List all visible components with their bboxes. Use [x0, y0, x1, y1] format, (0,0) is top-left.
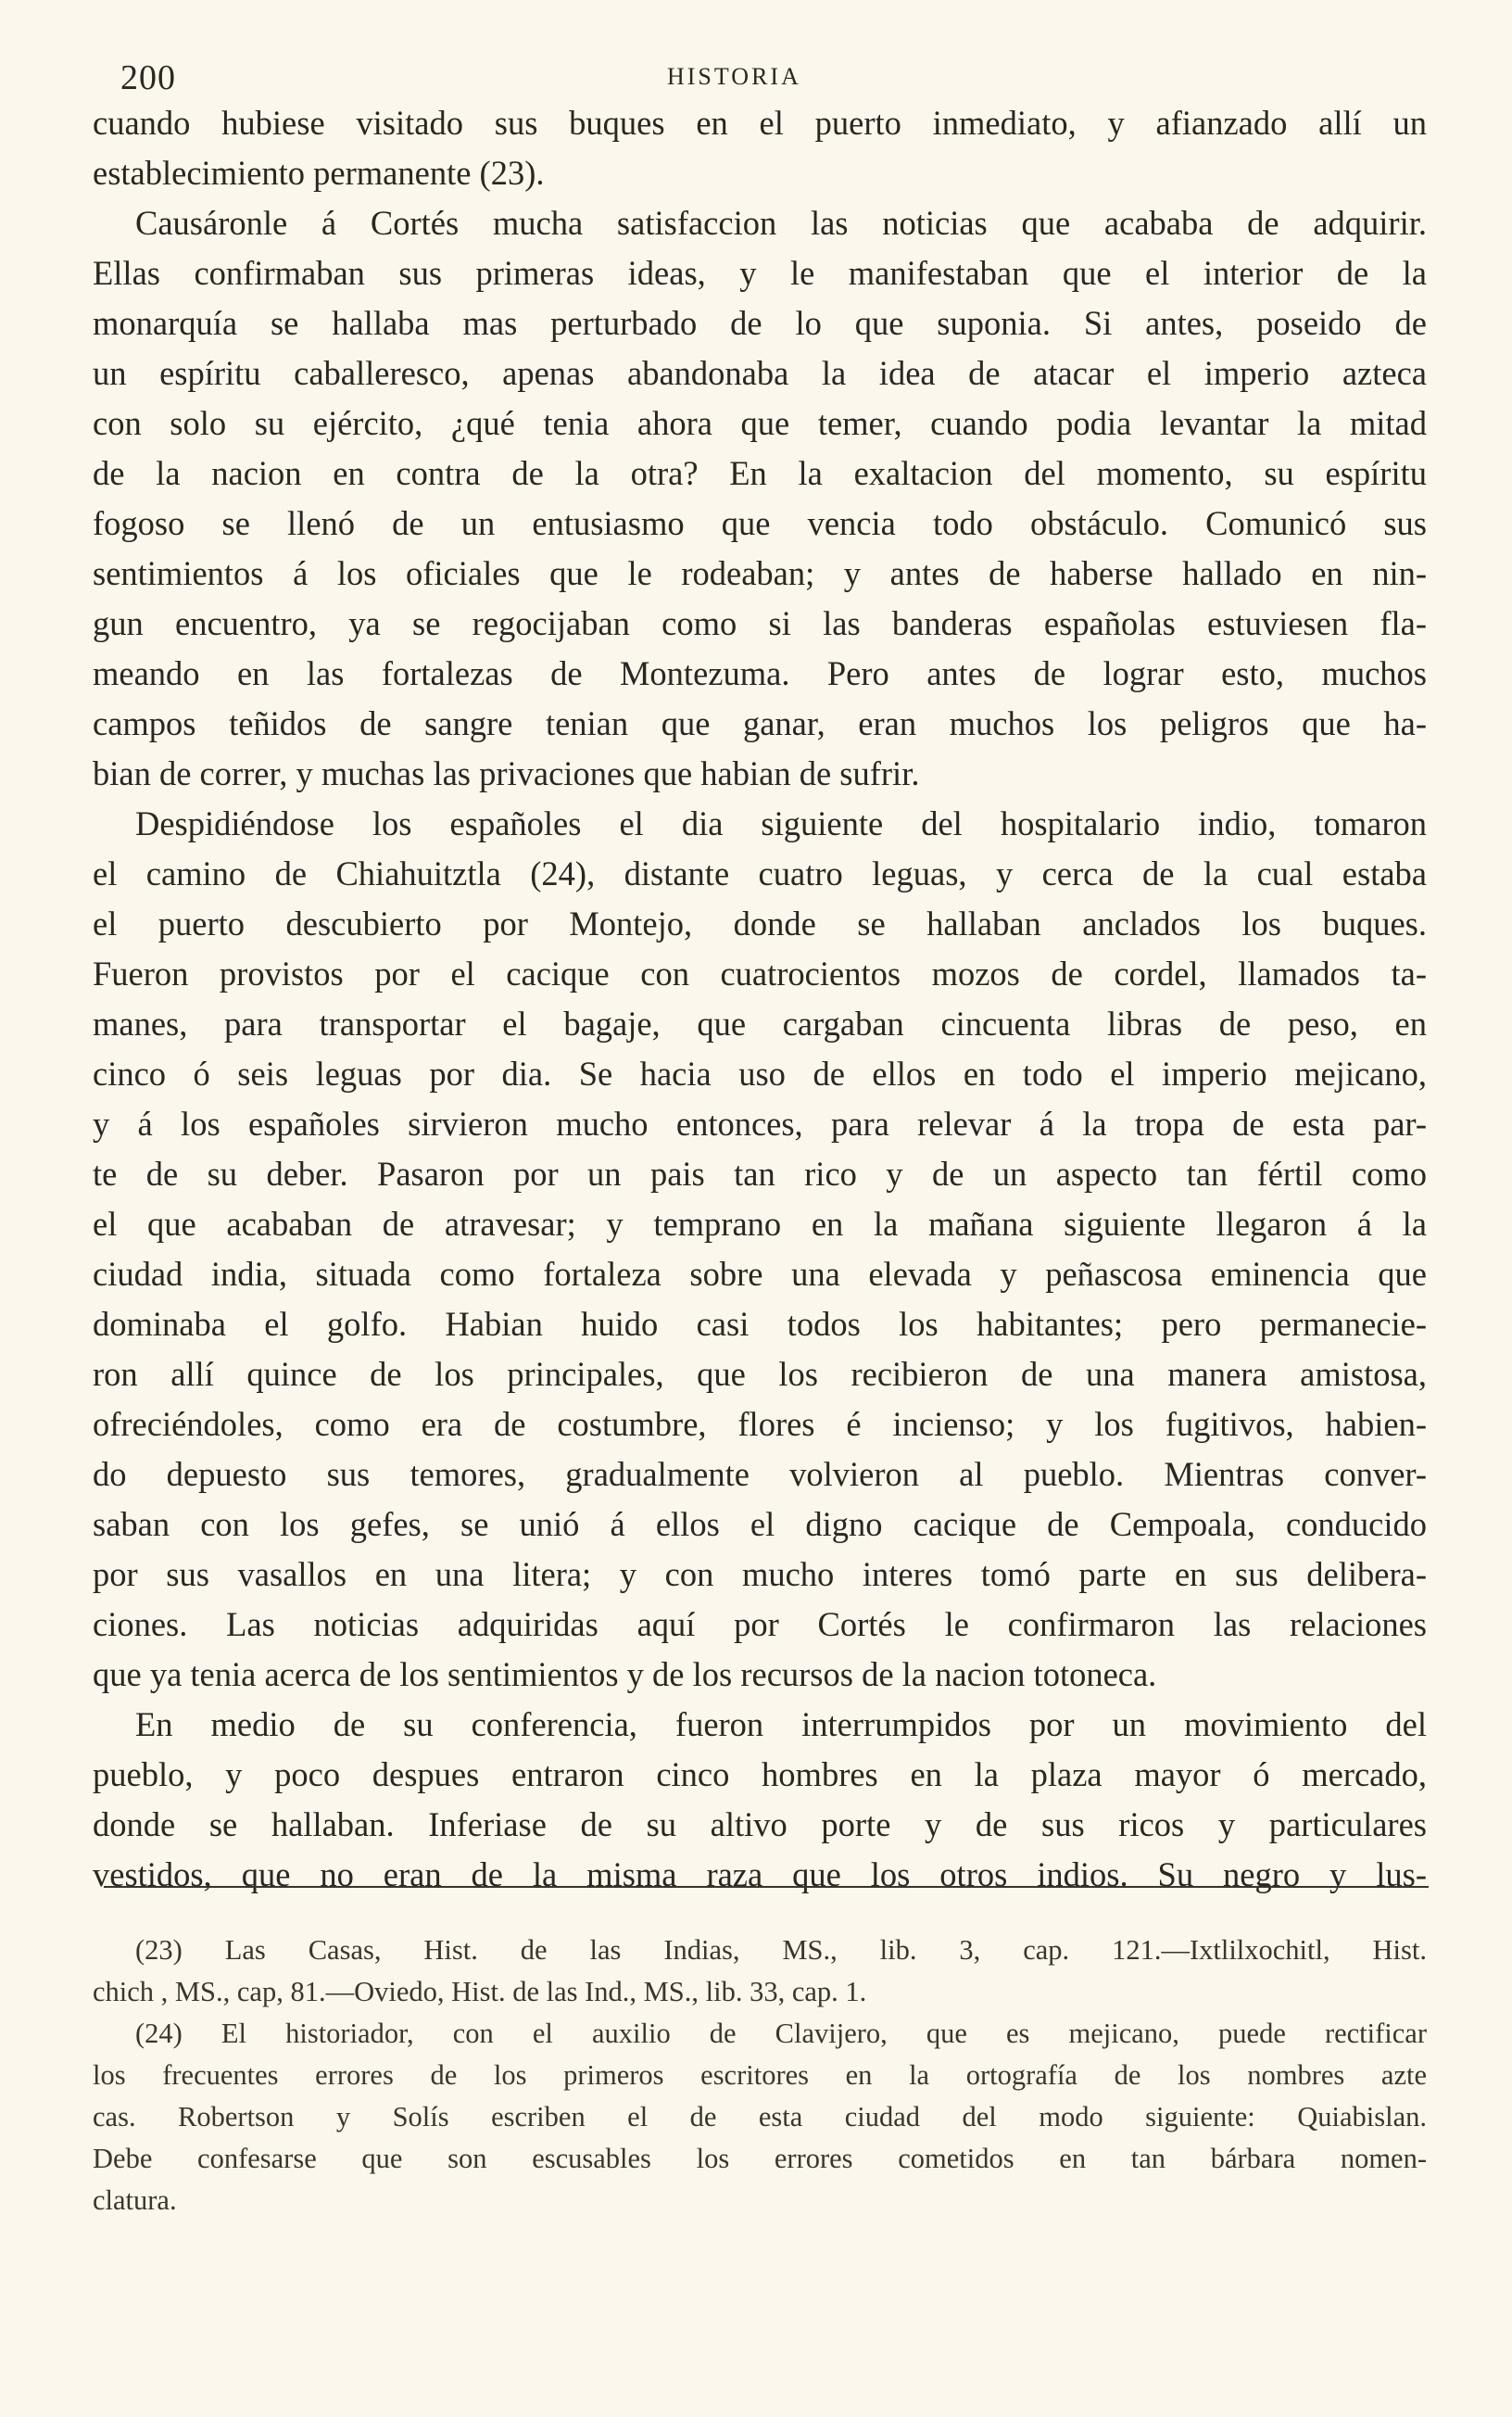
text-line: do depuesto sus temores, gradualmente volvieron al pueblo. Mientras conver- [93, 1455, 1427, 1493]
footnote-line: (23) Las Casas, Hist. de las Indias, MS., lib. 3, cap. 121.—Ixtlilxochitl, Hist. [135, 1934, 1427, 1966]
text-line: de la nacion en contra de la otra? En la exaltacion del momento, su espíritu [93, 454, 1427, 492]
text-line: por sus vasallos en una litera; y con mucho interes tomó parte en sus delibera- [93, 1555, 1427, 1593]
text-line: con solo su ejército, ¿qué tenia ahora que temer, cuando podia levantar la mitad [93, 404, 1427, 442]
running-head: HISTORIA [667, 63, 801, 90]
text-line: fogoso se llenó de un entusiasmo que vencia todo obstáculo. Comunicó sus [93, 504, 1427, 542]
page-number: 200 [120, 58, 176, 97]
text-line: y á los españoles sirvieron mucho entonces, para relevar á la tropa de esta par- [93, 1105, 1427, 1143]
body-text [93, 98, 1427, 1900]
text-line: saban con los gefes, se unió á ellos el digno cacique de Cempoala, conducido [93, 1505, 1427, 1543]
text-line: cuando hubiese visitado sus buques en el puerto inmediato, y afianzado allí un [93, 104, 1427, 142]
text-line: el puerto descubierto por Montejo, donde se hallaban anclados los buques. [93, 905, 1427, 943]
footnote-line: cas. Robertson y Solís escriben el de esta ciudad del modo siguiente: Quiabislan. [93, 2101, 1427, 2132]
text-line: Causáronle á Cortés mucha satisfaccion las noticias que acababa de adquirir. [135, 204, 1427, 242]
text-line: Fueron provistos por el cacique con cuatrocientos mozos de cordel, llamados ta- [93, 955, 1427, 993]
footnote-line: Debe confesarse que son escusables los errores cometidos en tan bárbara nomen- [93, 2143, 1427, 2174]
text-line: donde se hallaban. Inferiase de su altivo porte y de sus ricos y particulares [93, 1805, 1427, 1843]
text-line: ofreciéndoles, como era de costumbre, flores é incienso; y los fugitivos, habien- [93, 1405, 1427, 1443]
text-line: que ya tenia acerca de los sentimientos y de los recursos de la nacion totoneca. [93, 1655, 1157, 1693]
text-line: En medio de su conferencia, fueron interrumpidos por un movimiento del [135, 1705, 1427, 1743]
text-line: meando en las fortalezas de Montezuma. Pero antes de lograr esto, muchos [93, 654, 1427, 692]
text-line: te de su deber. Pasaron por un pais tan rico y de un aspecto tan fértil como [93, 1155, 1427, 1193]
text-line: el camino de Chiahuitztla (24), distante cuatro leguas, y cerca de la cual estaba [93, 854, 1427, 892]
text-line: campos teñidos de sangre tenian que ganar, eran muchos los peligros que ha- [93, 704, 1427, 742]
text-line: dominaba el golfo. Habian huido casi todos los habitantes; pero permanecie- [93, 1305, 1427, 1343]
text-line: Despidiéndose los españoles el dia siguiente del hospitalario indio, tomaron [135, 804, 1427, 842]
text-line: sentimientos á los oficiales que le rodeaban; y antes de haberse hallado en nin- [93, 554, 1427, 592]
text-line: pueblo, y poco despues entraron cinco hombres en la plaza mayor ó mercado, [93, 1755, 1427, 1793]
text-line: ron allí quince de los principales, que los recibieron de una manera amistosa, [93, 1355, 1427, 1393]
text-line: bian de correr, y muchas las privaciones que habian de sufrir. [93, 754, 920, 792]
text-line: ciudad india, situada como fortaleza sobre una elevada y peñascosa eminencia que [93, 1255, 1427, 1293]
text-line: cinco ó seis leguas por dia. Se hacia uso de ellos en todo el imperio mejicano, [93, 1055, 1427, 1093]
text-line: monarquía se hallaba mas perturbado de lo que suponia. Si antes, poseido de [93, 304, 1427, 342]
text-line: un espíritu caballeresco, apenas abandonaba la idea de atacar el imperio azteca [93, 354, 1427, 392]
text-line: vestidos, que no eran de la misma raza que los otros indios. Su negro y lus- [93, 1855, 1427, 1893]
footnote-rule [104, 1886, 1429, 1888]
text-line: establecimiento permanente (23). [93, 154, 545, 192]
footnotes [93, 1930, 1427, 2221]
text-line: Ellas confirmaban sus primeras ideas, y le manifestaban que el interior de la [93, 254, 1427, 292]
text-line: gun encuentro, ya se regocijaban como si las banderas españolas estuviesen fla- [93, 604, 1427, 642]
footnote-line: chich , MS., cap, 81.—Oviedo, Hist. de las Ind., MS., lib. 33, cap. 1. [93, 1976, 867, 2007]
text-line: ciones. Las noticias adquiridas aquí por Cortés le confirmaron las relaciones [93, 1605, 1427, 1643]
text-line: el que acababan de atravesar; y temprano en la mañana siguiente llegaron á la [93, 1205, 1427, 1243]
text-line: manes, para transportar el bagaje, que cargaban cincuenta libras de peso, en [93, 1005, 1427, 1043]
footnote-line: clatura. [93, 2184, 177, 2216]
footnote-line: los frecuentes errores de los primeros escritores en la ortografía de los nombres azte [93, 2059, 1427, 2091]
footnote-line: (24) El historiador, con el auxilio de Clavijero, que es mejicano, puede rectificar [135, 2018, 1427, 2049]
